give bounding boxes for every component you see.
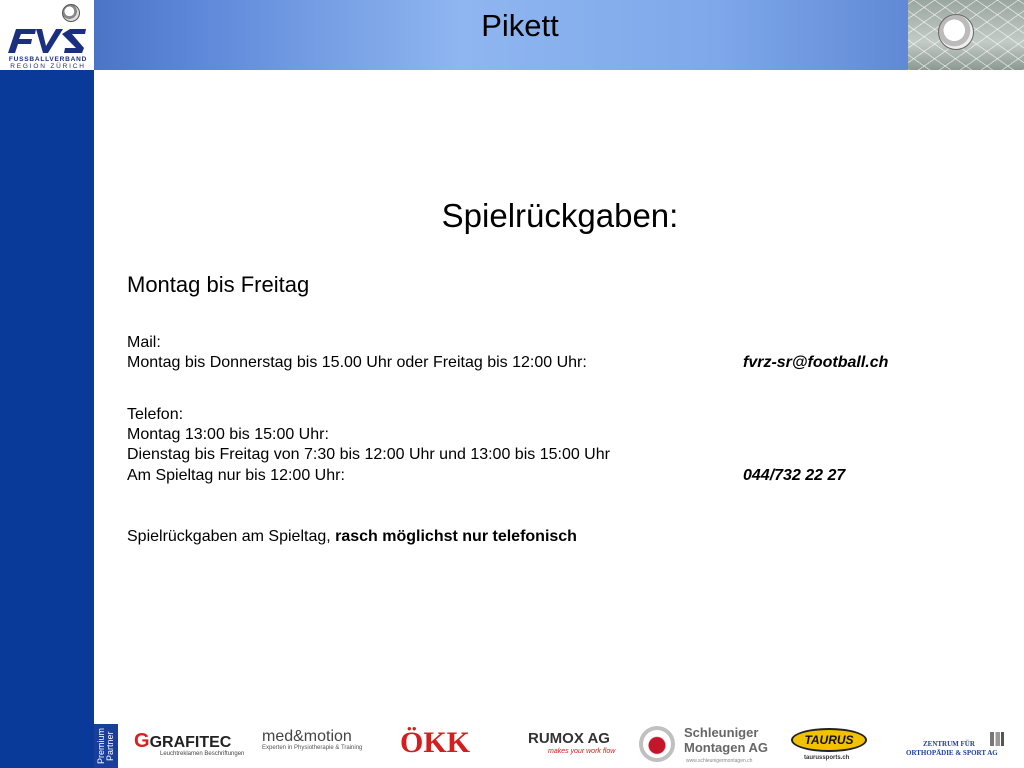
rumox-tagline: makes your work flow: [548, 748, 616, 755]
mail-label: Mail:: [127, 334, 161, 351]
zentrum-bars-icon: [990, 732, 1004, 746]
grafitec-g-icon: G: [134, 730, 150, 752]
football-icon: [62, 4, 80, 22]
grafitec-logo: [134, 730, 231, 753]
goal-net-photo: [908, 0, 1024, 70]
football-in-net-image: [938, 14, 974, 50]
schleuniger-name-line-1: Schleuniger: [684, 725, 759, 740]
medmotion-tagline: Experten in Physiotherapie & Training: [262, 745, 363, 751]
rumox-logo: RUMOX AG: [528, 730, 610, 747]
fvrz-wordmark-logo: [6, 26, 90, 54]
header-band: [0, 0, 1024, 70]
matchday-note-emphasis: rasch möglichst nur telefonisch: [335, 528, 577, 545]
grafitec-tagline: Leuchtreklamen Beschriftungen: [160, 751, 245, 757]
matchday-note: [127, 526, 577, 547]
mail-hours-text: Montag bis Donnerstag bis 15.00 Uhr oder Freitag bis 12:00 Uhr:: [127, 354, 587, 371]
weekday-subheading: Montag bis Freitag: [127, 272, 310, 297]
premium-partner-badge: Premium Partner: [94, 724, 118, 768]
logo-line-2: REGION ZÜRICH: [10, 63, 86, 70]
schleuniger-circle-icon: [639, 726, 675, 762]
phone-hours-line-2: Dienstag bis Freitag von 7:30 bis 12:00 Uhr und 13:00 bis 15:00 Uhr: [127, 446, 610, 463]
logo-line-1: FUSSBALLVERBAND: [8, 56, 88, 63]
fvrz-logo: [0, 0, 94, 70]
schleuniger-name-line-2: Montagen AG: [684, 740, 769, 755]
okk-logo: ÖKK: [400, 726, 471, 759]
zentrum-logo-line-1: ZENTRUM FÜR: [923, 740, 975, 748]
grafitec-name: GRAFITEC: [149, 734, 232, 751]
phone-hours-line-1: Montag 13:00 bis 15:00 Uhr:: [127, 426, 329, 443]
schleuniger-url: www.schleunigermontagen.ch: [686, 758, 753, 764]
zentrum-logo-line-2: ORTHOPÄDIE & SPORT AG: [906, 749, 998, 757]
mail-address[interactable]: fvrz-sr@football.ch: [743, 354, 889, 371]
phone-hours-line-3: Am Spieltag nur bis 12:00 Uhr:: [127, 467, 345, 484]
taurus-url: taurussports.ch: [804, 755, 850, 761]
left-sidebar-bar: [0, 70, 94, 768]
medmotion-logo: med&motion: [262, 728, 352, 745]
taurus-logo: TAURUS: [791, 728, 867, 752]
main-heading: Spielrückgaben:: [441, 197, 679, 234]
page-title: Pikett: [481, 8, 559, 43]
phone-label: Telefon:: [127, 406, 184, 423]
sponsor-strip: [94, 718, 1024, 768]
matchday-note-prefix: Spielrückgaben am Spieltag,: [127, 528, 336, 545]
phone-number[interactable]: 044/732 22 27: [743, 467, 846, 484]
